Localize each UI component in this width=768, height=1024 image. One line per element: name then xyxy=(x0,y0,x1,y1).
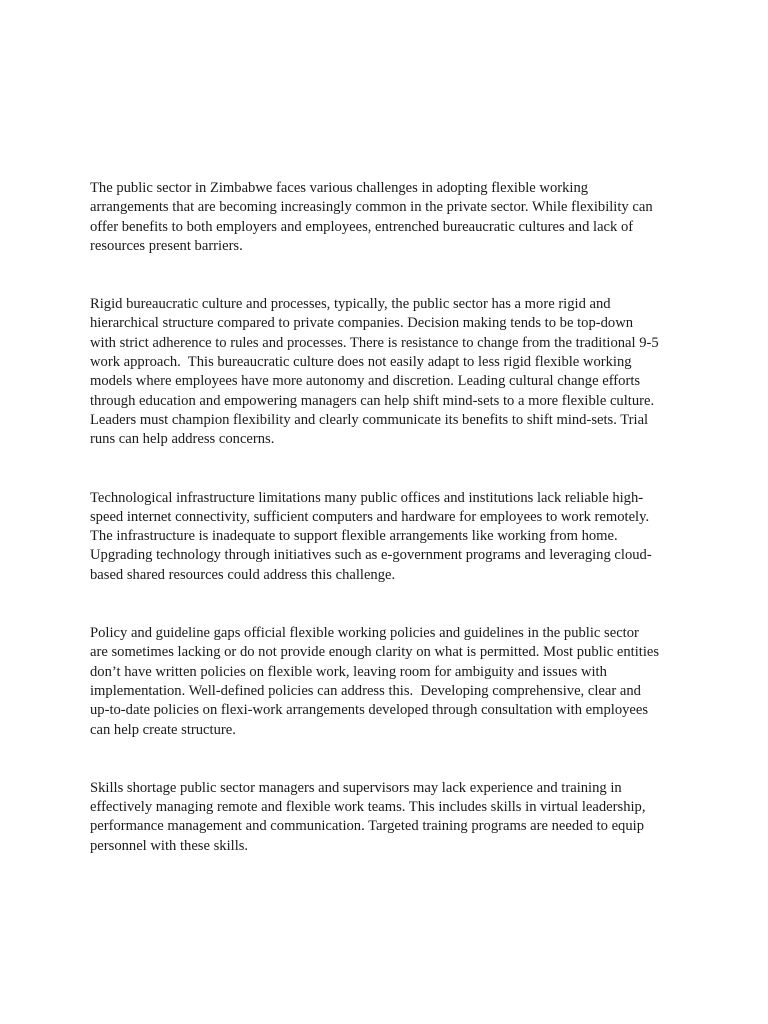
document-body xyxy=(90,179,690,895)
text-line: offer benefits to both employers and employees, entrenched bureaucratic cultures and lack of xyxy=(90,218,634,235)
text-line: effectively managing remote and flexible work teams. This includes skills in virtual leadership, xyxy=(90,799,646,816)
text-line: Skills shortage public sector managers and supervisors may lack experience and training in xyxy=(90,779,622,796)
paragraph-policy-gaps xyxy=(90,624,690,740)
text-line: Rigid bureaucratic culture and processes, typically, the public sector has a more rigid and xyxy=(90,296,611,313)
text-line: The infrastructure is inadequate to support flexible arrangements like working from home. xyxy=(90,528,618,545)
text-line: personnel with these skills. xyxy=(90,837,249,854)
text-line: don’t have written policies on flexible work, leaving room for ambiguity and issues with xyxy=(90,663,607,680)
text-line: runs can help address concerns. xyxy=(90,431,275,448)
text-line: hierarchical structure compared to private companies. Decision making tends to be top-down xyxy=(90,315,634,332)
text-line: Leaders must champion flexibility and clearly communicate its benefits to shift mind-sets. Trial xyxy=(90,411,649,428)
text-line: can help create structure. xyxy=(90,721,236,738)
paragraph-intro xyxy=(90,179,690,256)
text-line: arrangements that are becoming increasingly common in the private sector. While flexibility can xyxy=(90,199,653,216)
text-line: resources present barriers. xyxy=(90,237,243,254)
paragraph-skills-shortage xyxy=(90,779,690,856)
text-line: through education and empowering managers can help shift mind-sets to a more flexible culture. xyxy=(90,392,655,409)
text-line: are sometimes lacking or do not provide enough clarity on what is permitted. Most public entities xyxy=(90,644,660,661)
text-line: performance management and communication. Targeted training programs are needed to equip xyxy=(90,818,645,835)
text-line: implementation. Well-defined policies can address this. Developing comprehensive, clear and xyxy=(90,682,641,699)
paragraph-bureaucratic-culture xyxy=(90,295,690,449)
text-line: work approach. This bureaucratic culture does not easily adapt to less rigid flexible working xyxy=(90,354,632,371)
text-line: Technological infrastructure limitations many public offices and institutions lack reliable high- xyxy=(90,489,644,506)
text-line: The public sector in Zimbabwe faces various challenges in adopting flexible working xyxy=(90,180,589,196)
text-line: based shared resources could address this challenge. xyxy=(90,566,396,583)
text-line: with strict adherence to rules and processes. There is resistance to change from the traditional 9-5 xyxy=(90,334,659,351)
text-line: Upgrading technology through initiatives such as e-government programs and leveraging cloud- xyxy=(90,547,652,564)
text-line: up-to-date policies on flexi-work arrangements developed through consultation with employees xyxy=(90,702,649,719)
text-line: Policy and guideline gaps official flexible working policies and guidelines in the public sector xyxy=(90,625,639,642)
text-line: models where employees have more autonomy and discretion. Leading cultural change efforts xyxy=(90,373,641,390)
text-line: speed internet connectivity, sufficient computers and hardware for employees to work remotely. xyxy=(90,508,650,525)
paragraph-technological-infrastructure xyxy=(90,489,690,585)
